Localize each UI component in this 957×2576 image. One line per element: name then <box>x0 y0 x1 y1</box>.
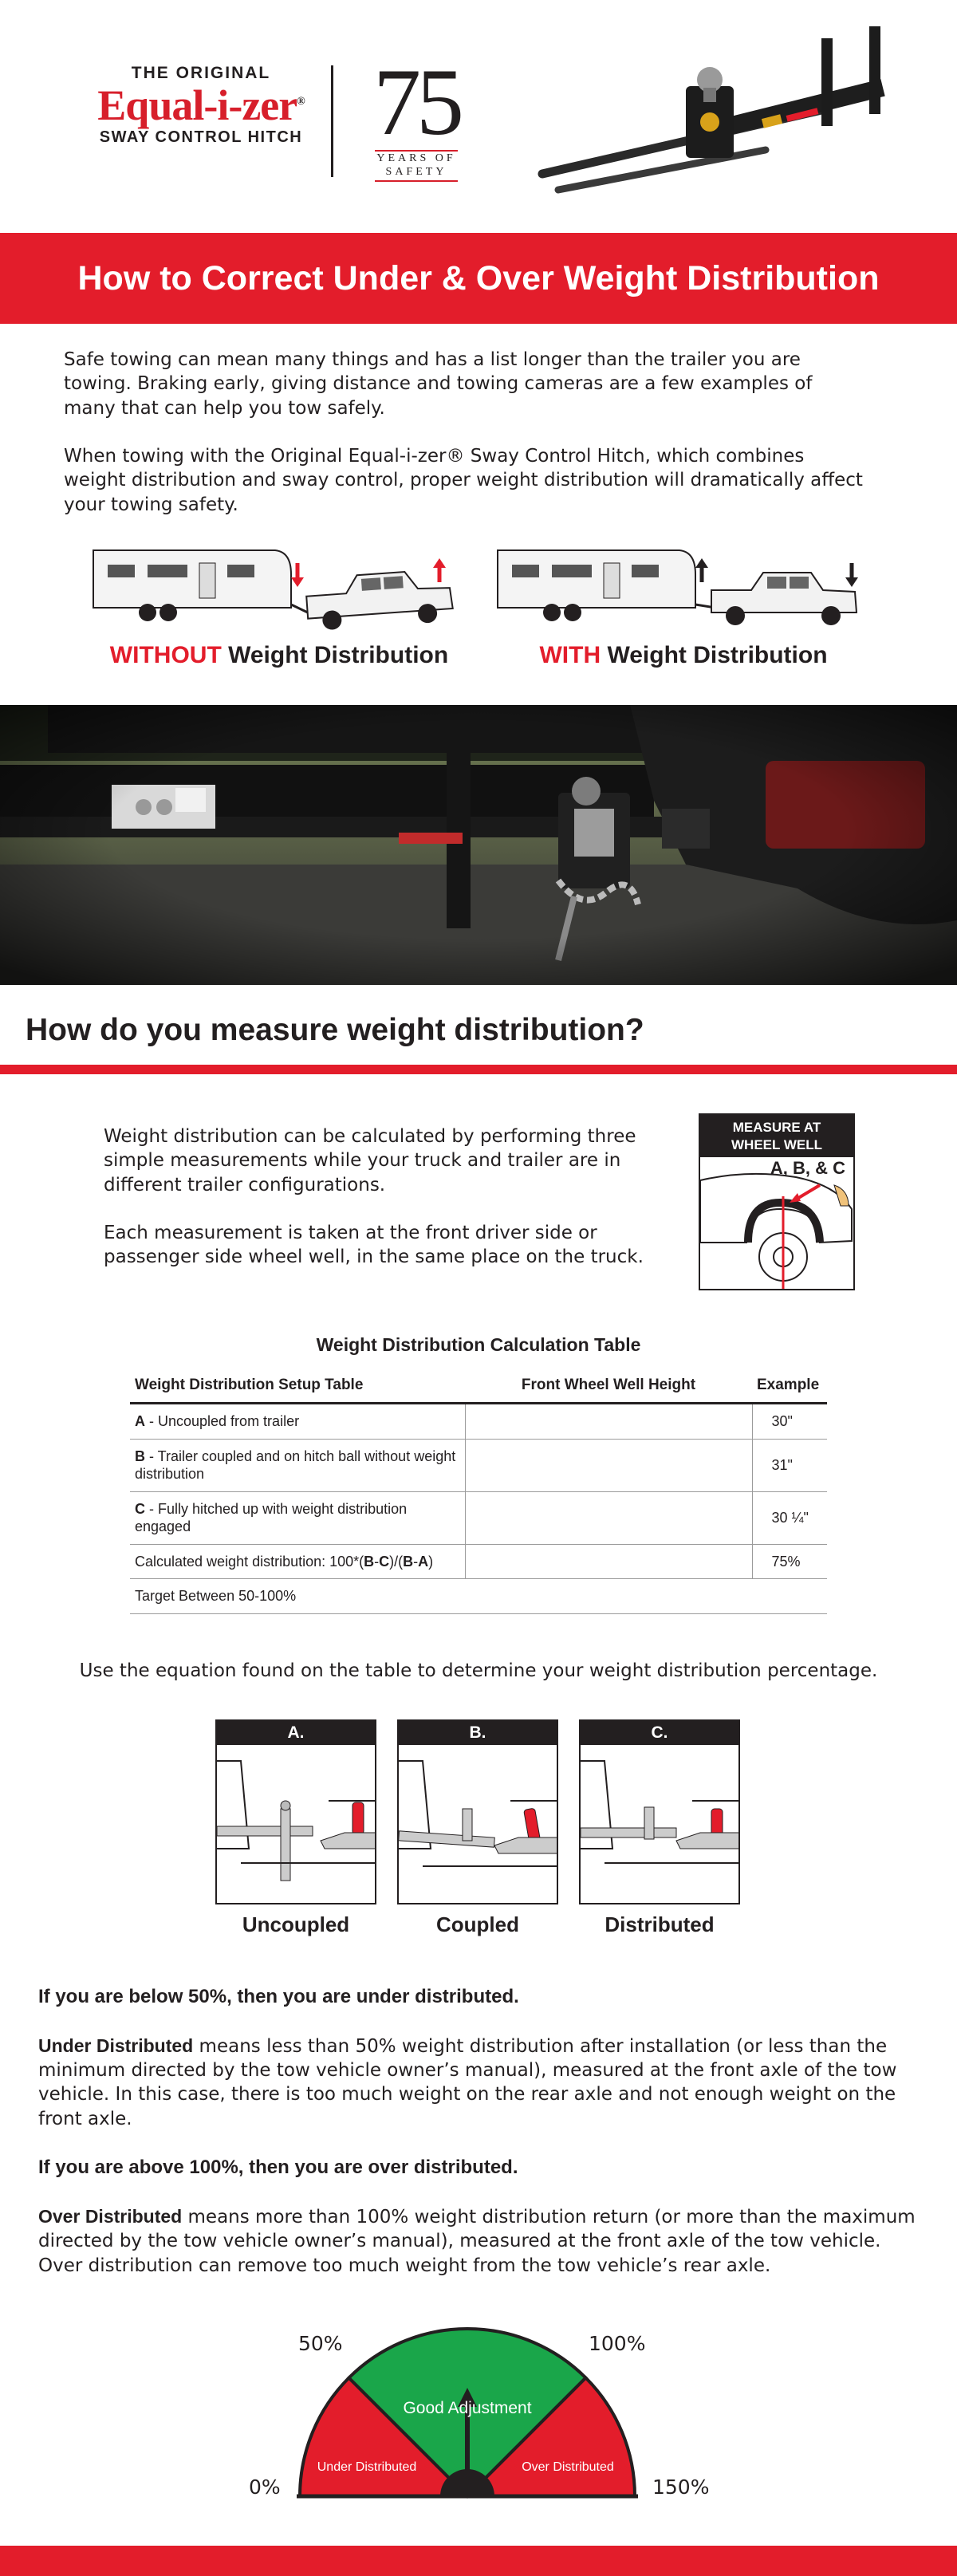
measure-paragraph-2: Each measurement is taken at the front driver side or passenger side wheel well, in the same place on the truck. <box>104 1223 644 1268</box>
trailer-truck-level-icon <box>496 542 871 634</box>
diagram-distributed <box>579 1719 740 1904</box>
calc-table-header-row <box>130 1370 827 1404</box>
table-row <box>130 1404 827 1440</box>
diagram-letter: B. <box>399 1721 557 1745</box>
wheel-well-diagram <box>699 1113 855 1290</box>
hitch-product-image <box>526 22 909 214</box>
page-title: How to Correct Under & Over Weight Distribution <box>77 258 880 297</box>
gauge-label-50: 50% <box>298 2332 343 2355</box>
row-height-cell[interactable] <box>465 1439 752 1491</box>
anniversary-badge <box>352 49 480 182</box>
gauge-label-100: 100% <box>589 2332 646 2355</box>
diagram-coupled <box>397 1719 558 1904</box>
calc-table-header: Example <box>752 1370 827 1404</box>
formula-label: Calculated weight distribution: 100*(B-C)/(B-A) <box>130 1544 465 1579</box>
wheel-well-abc-label: A, B, & C <box>770 1158 845 1178</box>
measure-paragraph-1: Weight distribution can be calculated by performing three simple measurements while your truck and trailer are in different trailer configurations. <box>104 1126 636 1195</box>
table-row-target <box>130 1579 827 1614</box>
measure-text <box>104 1125 646 1270</box>
logo-the-original: THE ORIGINAL <box>131 64 271 82</box>
below-heading: If you are below 50%, then you are under distributed. <box>38 1986 519 2007</box>
calc-table-header: Front Wheel Well Height <box>465 1370 752 1404</box>
uncoupled-hitch-icon <box>217 1745 376 1904</box>
logo-tagline: SWAY CONTROL HITCH <box>99 128 303 146</box>
gauge-graphic <box>231 2322 726 2538</box>
header <box>0 0 957 231</box>
distribution-explanation <box>38 1984 924 2278</box>
gauge-text-good: Good Adjustment <box>403 2399 532 2417</box>
distributed-hitch-icon <box>581 1745 740 1904</box>
gauge-label-0: 0% <box>249 2476 281 2499</box>
logo-divider <box>331 65 333 177</box>
with-wd-caption: WITH Weight Distribution <box>539 642 828 668</box>
with-wd-illustration <box>496 542 871 690</box>
row-label: A - Uncoupled from trailer <box>130 1404 465 1440</box>
calc-table-header: Weight Distribution Setup Table <box>130 1370 465 1404</box>
hitch-installed-photo <box>0 705 957 985</box>
intro-paragraph-1: Safe towing can mean many things and has a list longer than the trailer you are towing. Braking early, giving distance and towing cameras are a few examples of many that can help you tow safely. <box>64 349 813 419</box>
diagram-caption: Coupled <box>436 1912 519 1936</box>
gauge-text-over: Over Distributed <box>522 2460 614 2474</box>
row-label: B - Trailer coupled and on hitch ball without weight distribution <box>130 1439 465 1491</box>
table-row <box>130 1439 827 1491</box>
distribution-gauge <box>231 2322 726 2538</box>
gauge-label-150: 150% <box>652 2476 710 2499</box>
row-height-cell[interactable] <box>465 1404 752 1440</box>
under-distributed-paragraph: Under Distributed means less than 50% weight distribution after installation (or less than the minimum directed by the tow vehicle owner’s manual), measured at the front axle of the tow vehicle. In this case, there is too much weight on the rear axle and not enough weight on the front axle. <box>38 2034 897 2129</box>
intro-paragraph-2: When towing with the Original Equal-i-zer® Sway Control Hitch, which combines weight distribution and sway control, proper weight distribution will dramatically affect your towing safety. <box>64 446 863 515</box>
over-distributed-paragraph: Over Distributed means more than 100% weight distribution return (or more than the maximum directed by the tow vehicle owner’s manual), measured at the front axle of the tow vehicle. Over distribution can remove too much weight from the tow vehicle’s rear axle. <box>38 2205 916 2276</box>
equalizer-logo[interactable] <box>65 64 337 147</box>
calc-table-title: Weight Distribution Calculation Table <box>316 1334 641 1355</box>
wheel-well-car-icon <box>700 1153 853 1289</box>
intro-text <box>64 348 869 517</box>
anniversary-number: 75 <box>373 49 459 155</box>
formula-example: 75% <box>752 1544 827 1579</box>
diagram-uncoupled <box>215 1719 376 1904</box>
anniversary-subtitle: YEARS OF SAFETY <box>375 150 457 182</box>
row-height-cell[interactable] <box>465 1491 752 1544</box>
trailer-truck-sagging-icon <box>92 542 467 634</box>
section-title-measure: How do you measure weight distribution? <box>26 1013 644 1047</box>
diagram-letter: A. <box>217 1721 375 1745</box>
row-example: 30" <box>752 1404 827 1440</box>
without-wd-illustration <box>92 542 467 690</box>
diagram-caption: Distributed <box>605 1912 715 1936</box>
diagram-letter: C. <box>581 1721 738 1745</box>
row-label: C - Fully hitched up with weight distribution engaged <box>130 1491 465 1544</box>
table-row <box>130 1491 827 1544</box>
coupled-hitch-icon <box>399 1745 558 1904</box>
logo-brand: Equal-i-zer® <box>97 81 305 129</box>
calc-table <box>130 1370 827 1614</box>
formula-height-cell[interactable] <box>465 1544 752 1579</box>
equation-note: Use the equation found on the table to determine your weight distribution percentage. <box>79 1660 878 1681</box>
diagram-caption: Uncoupled <box>242 1912 350 1936</box>
hitch-stages-diagrams <box>0 1719 957 1951</box>
section-rule <box>0 1065 957 1074</box>
row-example: 30 ¼" <box>752 1491 827 1544</box>
target-range: Target Between 50-100% <box>130 1579 827 1614</box>
row-example: 31" <box>752 1439 827 1491</box>
wheel-well-heading: MEASURE AT WHEEL WELL <box>700 1115 853 1157</box>
footer-band <box>0 2546 957 2576</box>
table-row-formula <box>130 1544 827 1579</box>
title-banner <box>0 233 957 324</box>
comparison-section <box>0 542 957 690</box>
without-wd-caption: WITHOUT Weight Distribution <box>109 642 449 668</box>
above-heading: If you are above 100%, then you are over distributed. <box>38 2157 518 2179</box>
gauge-text-under: Under Distributed <box>317 2460 417 2474</box>
